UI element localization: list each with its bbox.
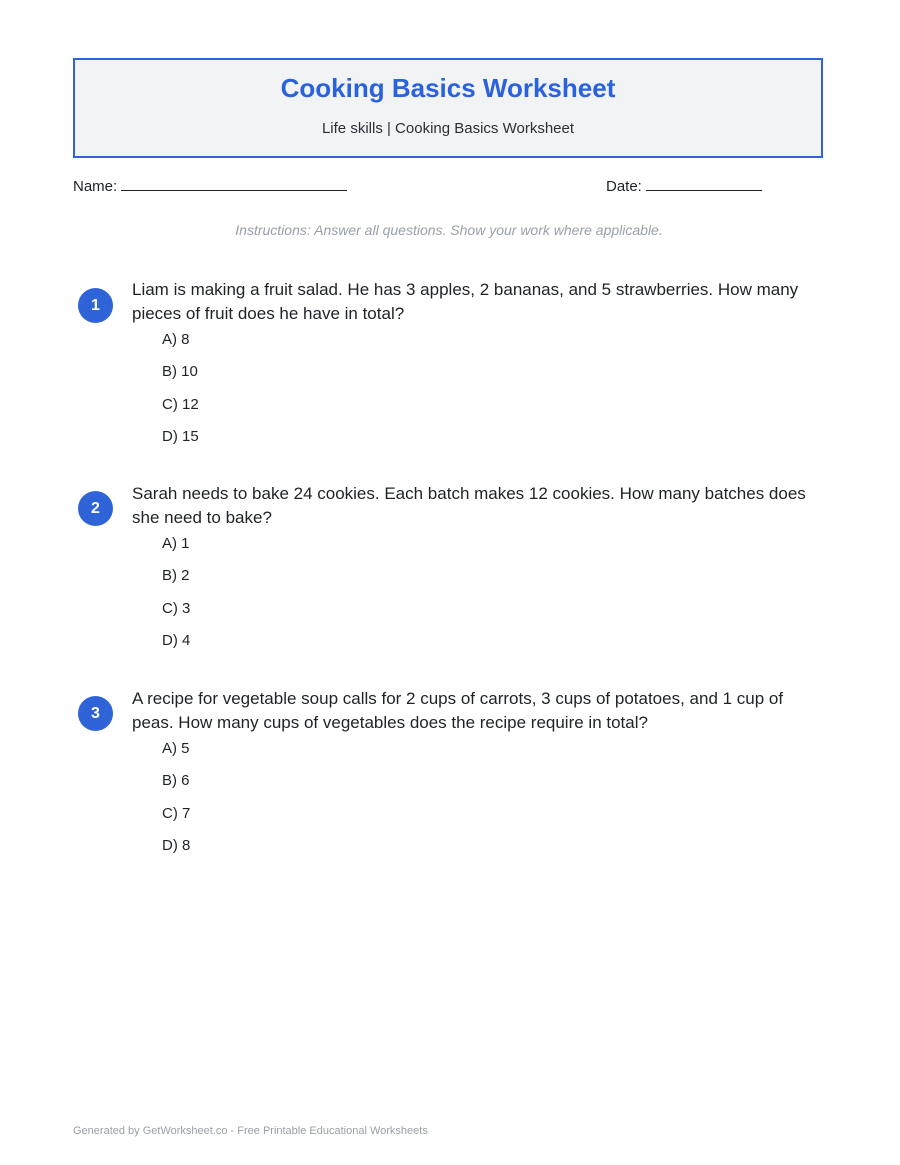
option-b[interactable]: B) 6	[162, 772, 190, 790]
option-d[interactable]: D) 8	[162, 836, 191, 854]
option-d[interactable]: D) 4	[162, 631, 191, 649]
option-c[interactable]: C) 7	[162, 804, 191, 822]
date-label: Date:	[606, 178, 642, 195]
option-c[interactable]: C) 12	[162, 395, 199, 413]
question-text: Sarah needs to bake 24 cookies. Each batch makes 12 cookies. How many batches does she need to bake?	[132, 484, 806, 527]
option-a[interactable]: A) 5	[162, 740, 190, 757]
answer-options	[162, 534, 190, 663]
option-d[interactable]: D) 15	[162, 427, 199, 445]
option-c[interactable]: C) 3	[162, 599, 191, 617]
footer-credit: Generated by GetWorksheet.co - Free Printable Educational Worksheets	[73, 1125, 428, 1137]
option-a[interactable]: A) 1	[162, 535, 190, 552]
page-title: Cooking Basics Worksheet	[280, 73, 616, 103]
date-field	[606, 176, 762, 197]
question-text: A recipe for vegetable soup calls for 2 cups of carrots, 3 cups of potatoes, and 1 cup of peas. How many cups of vegetables does the recipe require in total?	[132, 689, 784, 732]
question-text: Liam is making a fruit salad. He has 3 apples, 2 bananas, and 5 strawberries. How many pieces of fruit does he have in total?	[132, 280, 799, 323]
question-number-badge: 1	[78, 288, 113, 323]
option-a[interactable]: A) 8	[162, 331, 190, 348]
option-b[interactable]: B) 2	[162, 567, 190, 585]
page-subtitle: Life skills | Cooking Basics Worksheet	[321, 120, 575, 137]
name-label: Name:	[73, 178, 118, 195]
answer-options	[162, 330, 199, 459]
option-b[interactable]: B) 10	[162, 363, 198, 381]
date-blank-line[interactable]	[646, 176, 762, 191]
name-blank-line[interactable]	[121, 176, 347, 191]
worksheet-header	[73, 58, 823, 158]
instructions: Instructions: Answer all questions. Show your work where applicable.	[235, 222, 663, 238]
answer-options	[162, 739, 190, 868]
question-number-badge: 2	[78, 491, 113, 526]
name-field	[73, 176, 347, 197]
question-number-badge: 3	[78, 696, 113, 731]
